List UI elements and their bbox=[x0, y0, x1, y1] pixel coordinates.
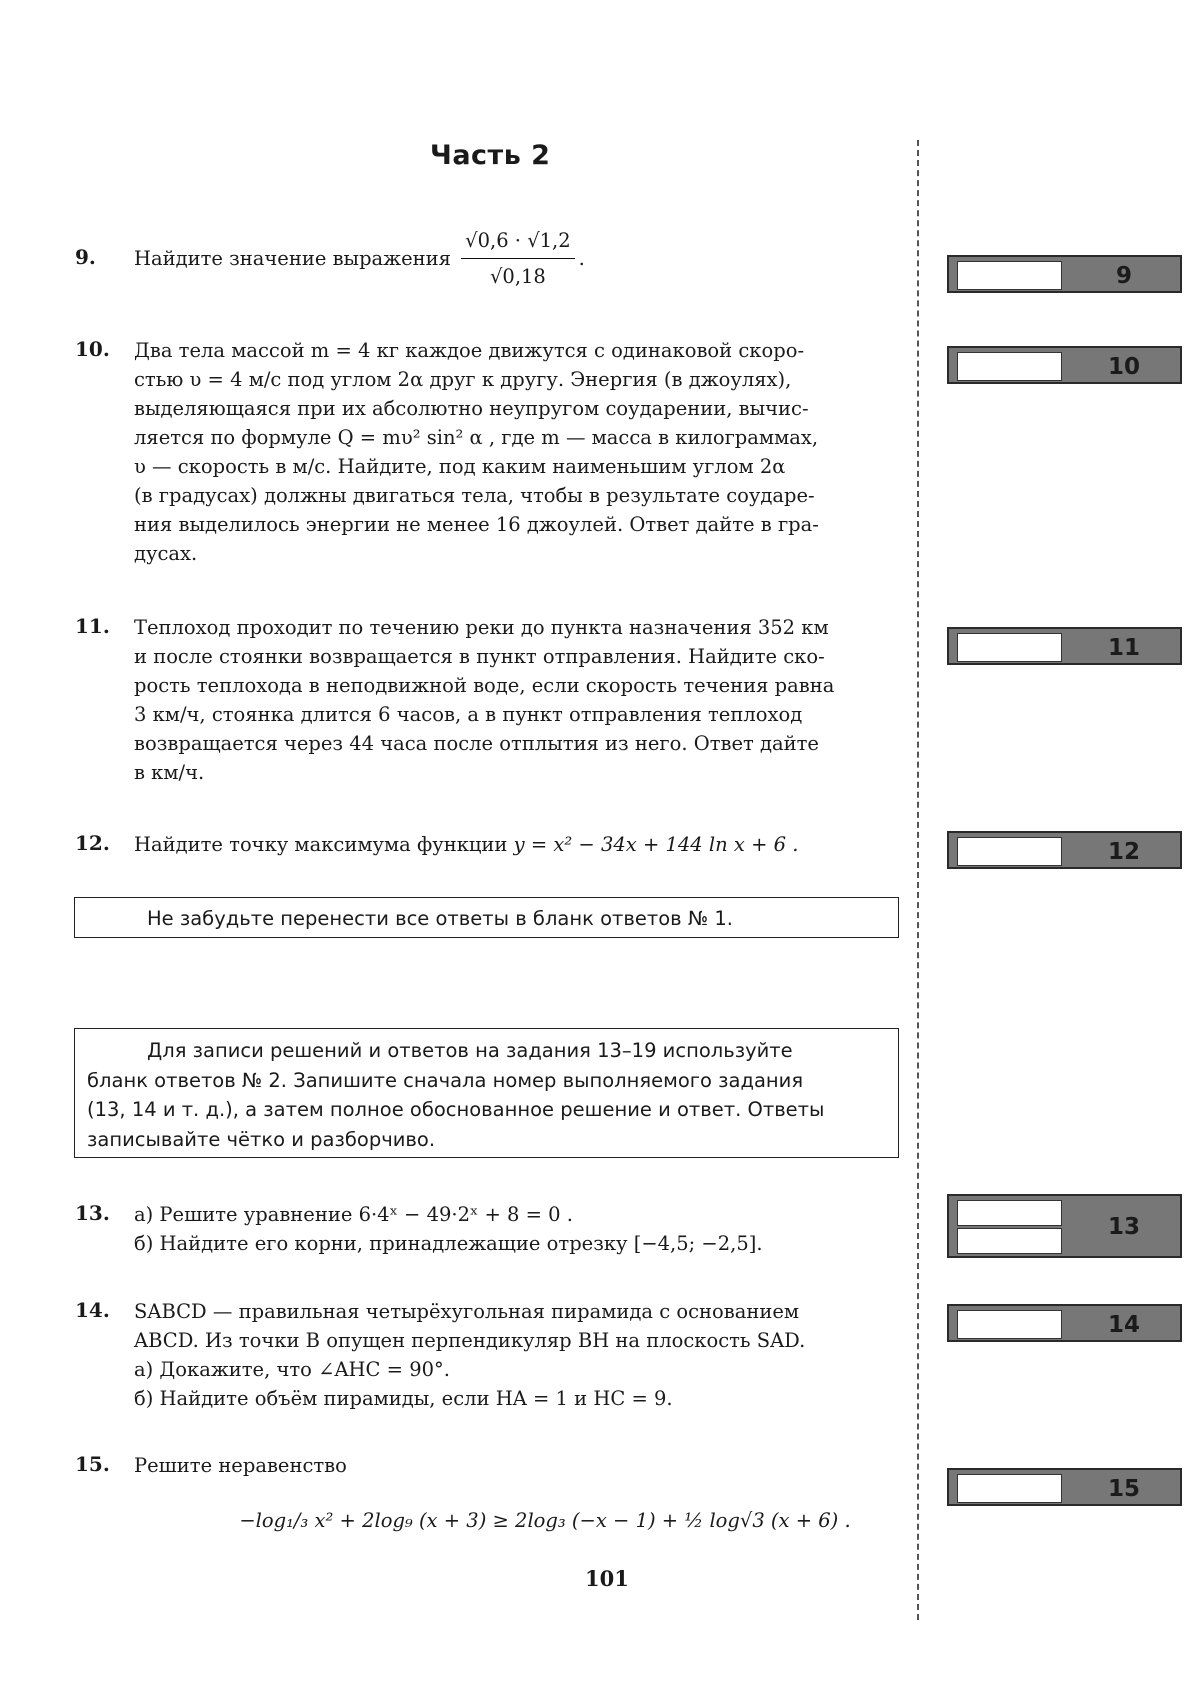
page-number: 101 bbox=[585, 1566, 629, 1591]
answer-field-9[interactable] bbox=[957, 261, 1062, 290]
answer-field-13a[interactable] bbox=[957, 1200, 1062, 1226]
answer-box-label: 9 bbox=[1115, 263, 1132, 289]
problem-10-line: υ — скорость в м/с. Найдите, под каким наименьшим углом 2α bbox=[134, 455, 786, 478]
problem-10-line: стью υ = 4 м/с под углом 2α друг к другу. Энергия (в джоулях), bbox=[134, 368, 792, 391]
page-title: Часть 2 bbox=[430, 140, 551, 171]
instruction-line: бланк ответов № 2. Запишите сначала номер выполняемого задания bbox=[87, 1068, 804, 1092]
problem-11-text bbox=[134, 613, 956, 787]
problem-12-formula: y = x² − 34x + 144 ln x + 6 . bbox=[513, 833, 799, 856]
problem-12-number: 12. bbox=[75, 831, 110, 855]
problem-11-line: возвращается через 44 часа после отплытия из него. Ответ дайте bbox=[134, 732, 819, 755]
problem-10-line: Два тела массой m = 4 кг каждое движутся с одинаковой скоро- bbox=[134, 339, 805, 362]
problem-15-number: 15. bbox=[75, 1452, 110, 1476]
answer-box-13 bbox=[947, 1194, 1182, 1258]
problem-15-text: Решите неравенство bbox=[134, 1454, 347, 1477]
problem-14-number: 14. bbox=[75, 1298, 110, 1322]
answer-box-label: 13 bbox=[1107, 1214, 1140, 1240]
problem-10-line: выделяющаяся при их абсолютно неупругом соударении, вычис- bbox=[134, 397, 809, 420]
problem-12-text bbox=[134, 830, 956, 859]
instruction-box bbox=[74, 1028, 899, 1158]
problem-12-question: Найдите точку максимума функции bbox=[134, 833, 508, 856]
problem-11-line: Теплоход проходит по течению реки до пункта назначения 352 км bbox=[134, 616, 829, 639]
problem-14-text bbox=[134, 1297, 956, 1413]
problem-11-line: и после стоянки возвращается в пункт отправления. Найдите ско- bbox=[134, 645, 825, 668]
answer-field-10[interactable] bbox=[957, 352, 1062, 381]
answer-box-14 bbox=[947, 1304, 1182, 1342]
instruction-text bbox=[87, 1036, 887, 1154]
problem-9-fraction bbox=[461, 226, 574, 291]
answer-box-label: 15 bbox=[1107, 1476, 1140, 1502]
problem-10-text bbox=[134, 336, 956, 568]
answer-field-15[interactable] bbox=[957, 1474, 1062, 1503]
transfer-reminder-text: Не забудьте перенести все ответы в бланк ответов № 1. bbox=[147, 907, 733, 930]
instruction-line: Для записи решений и ответов на задания 13–19 используйте bbox=[147, 1039, 793, 1062]
problem-14-line: а) Докажите, что ∠AHC = 90°. bbox=[134, 1358, 450, 1381]
problem-10-line: дусах. bbox=[134, 542, 198, 565]
problem-10-number: 10. bbox=[75, 337, 110, 361]
answer-box-9 bbox=[947, 255, 1182, 293]
problem-10-line: ляется по формуле Q = mυ² sin² α , где m — масса в килограммах, bbox=[134, 426, 819, 449]
problem-11-line: рость теплохода в неподвижной воде, если скорость течения равна bbox=[134, 674, 835, 697]
answer-field-14[interactable] bbox=[957, 1310, 1062, 1339]
answer-box-label: 14 bbox=[1107, 1312, 1140, 1338]
problem-15-formula: −log₁/₃ x² + 2log₉ (x + 3) ≥ 2log₃ (−x − 1) + ½ log√3 (x + 6) . bbox=[239, 1509, 851, 1532]
problem-9-text bbox=[134, 226, 694, 291]
answer-box-label: 10 bbox=[1107, 354, 1140, 380]
transfer-reminder-box bbox=[74, 897, 899, 938]
problem-9-period: . bbox=[578, 247, 585, 270]
answer-box-10 bbox=[947, 346, 1182, 384]
answer-field-11[interactable] bbox=[957, 633, 1062, 662]
problem-10-line: ния выделилось энергии не менее 16 джоулей. Ответ дайте в гра- bbox=[134, 513, 819, 536]
problem-9-numerator: √0,6 · √1,2 bbox=[461, 226, 574, 259]
answer-box-12 bbox=[947, 831, 1182, 869]
problem-14-line: ABCD. Из точки B опущен перпендикуляр BH на плоскость SAD. bbox=[134, 1329, 806, 1352]
problem-9-number: 9. bbox=[75, 245, 96, 269]
answer-field-13b[interactable] bbox=[957, 1228, 1062, 1254]
answer-field-12[interactable] bbox=[957, 837, 1062, 866]
problem-9-question: Найдите значение выражения bbox=[134, 247, 451, 270]
answer-box-label: 12 bbox=[1107, 839, 1140, 865]
answer-box-11 bbox=[947, 627, 1182, 665]
problem-13-part-b: б) Найдите его корни, принадлежащие отрезку [−4,5; −2,5]. bbox=[134, 1232, 763, 1255]
problem-11-number: 11. bbox=[75, 614, 110, 638]
problem-13-number: 13. bbox=[75, 1201, 110, 1225]
instruction-line: записывайте чётко и разборчиво. bbox=[87, 1127, 436, 1151]
instruction-line: (13, 14 и т. д.), а затем полное обоснованное решение и ответ. Ответы bbox=[87, 1098, 825, 1121]
problem-10-line: (в градусах) должны двигаться тела, чтобы в результате соударе- bbox=[134, 484, 815, 507]
problem-11-line: 3 км/ч, стоянка длится 6 часов, а в пункт отправления теплоход bbox=[134, 703, 803, 726]
answer-box-15 bbox=[947, 1468, 1182, 1506]
problem-9-denominator: √0,18 bbox=[489, 265, 546, 288]
answer-box-label: 11 bbox=[1107, 635, 1140, 661]
problem-13-part-a: а) Решите уравнение 6·4ˣ − 49·2ˣ + 8 = 0 . bbox=[134, 1203, 573, 1226]
problem-11-line: в км/ч. bbox=[134, 761, 205, 784]
problem-14-line: б) Найдите объём пирамиды, если HA = 1 и HC = 9. bbox=[134, 1387, 673, 1410]
problem-13-text bbox=[134, 1200, 956, 1258]
problem-14-line: SABCD — правильная четырёхугольная пирамида с основанием bbox=[134, 1300, 800, 1323]
